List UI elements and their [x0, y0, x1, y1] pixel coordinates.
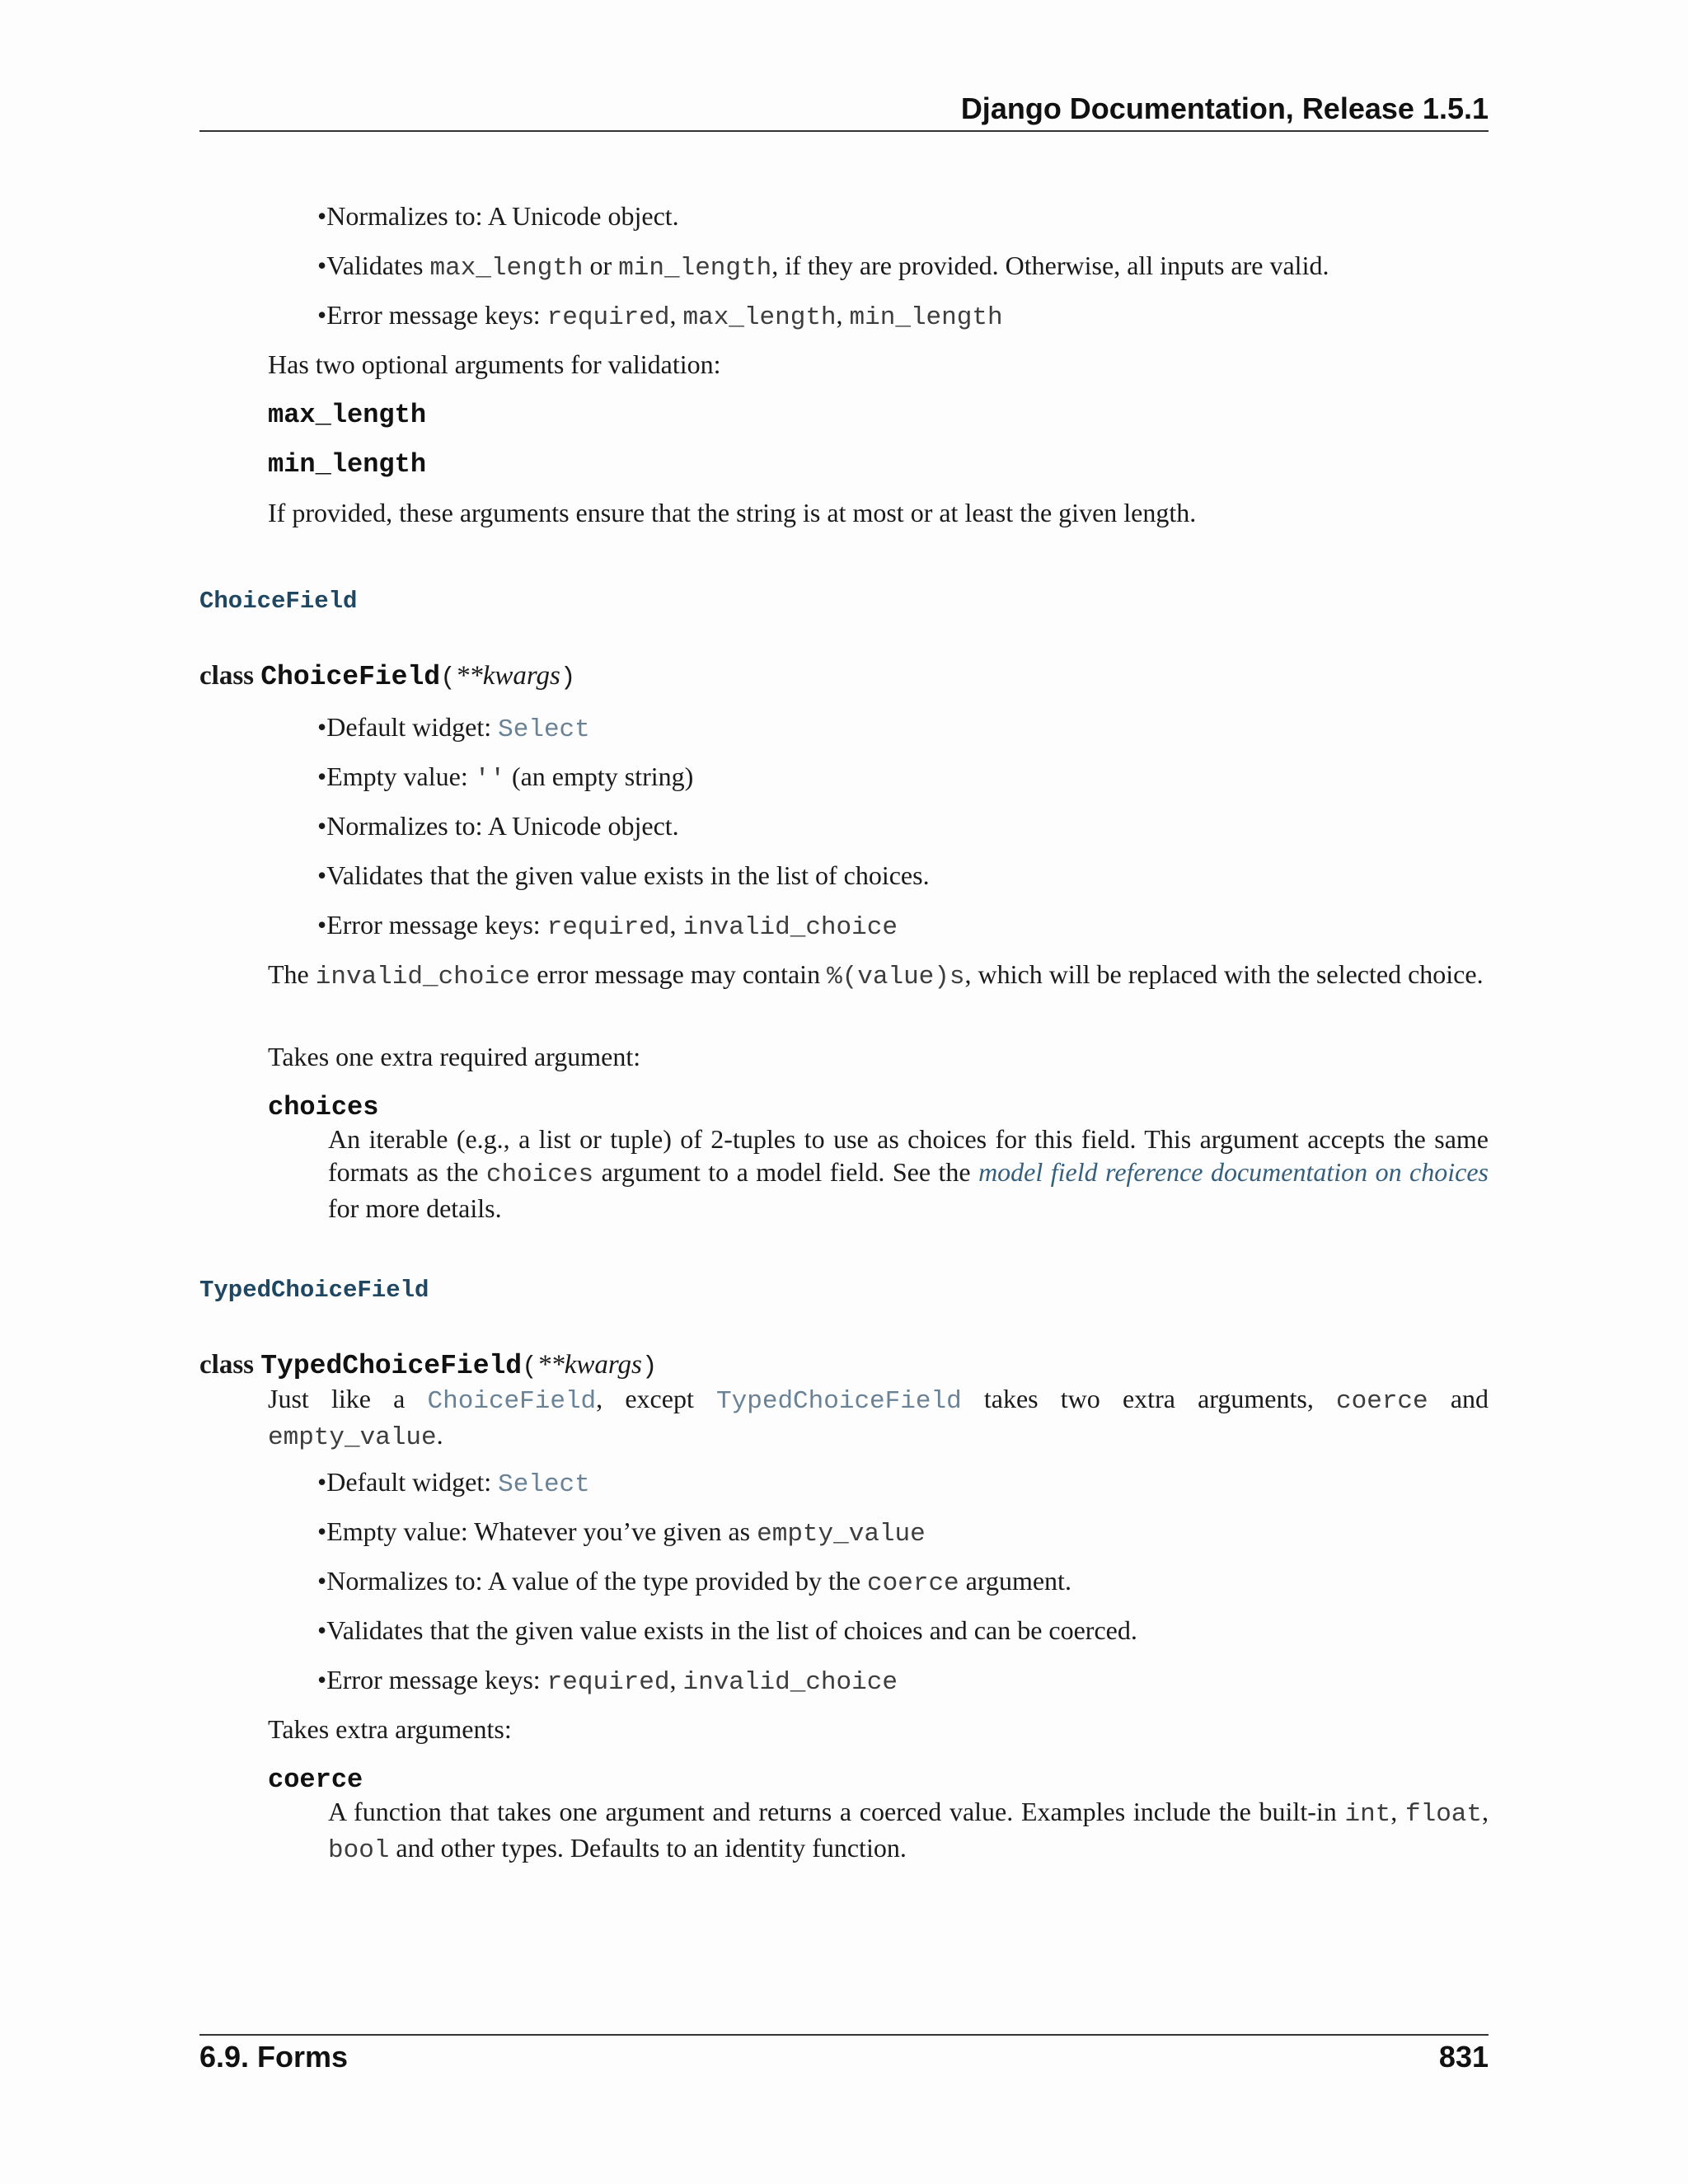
section-title-choicefield: ChoiceField — [199, 588, 358, 615]
arg-max-length: max_length — [268, 400, 427, 430]
class-signature-choicefield: class ChoiceField(**kwargs) — [199, 661, 576, 692]
running-header: Django Documentation, Release 1.5.1 — [960, 91, 1489, 125]
bullet-validates: •Validates max_length or min_length, if they are provided. Otherwise, all inputs are valid. — [317, 251, 1329, 283]
arg-coerce: coerce — [268, 1765, 363, 1795]
arg-min-length: min_length — [268, 449, 427, 480]
section-title-typedchoicefield: TypedChoiceField — [199, 1277, 429, 1304]
bullet-error-keys: •Error message keys: required, invalid_choice — [317, 910, 898, 942]
bullet-normalizes: •Normalizes to: A value of the type provided by the coerce argument. — [317, 1566, 1071, 1598]
provided-note: If provided, these arguments ensure that the string is at most or at least the given length. — [268, 498, 1197, 527]
typedchoicefield-intro: Just like a ChoiceField, except TypedChoiceField takes two extra arguments, coerce and empty_value. — [268, 1384, 1489, 1452]
bullet-error-keys: •Error message keys: required, max_length, min_length — [317, 300, 1003, 332]
coerce-description: A function that takes one argument and returns a coerced value. Examples include the built-in int, float, bool and other types. Defaults to an identity function. — [328, 1797, 1489, 1865]
bullet-validates: •Validates that the given value exists in the list of choices and can be coerced. — [317, 1615, 1137, 1645]
extra-arg-text: Takes one extra required argument: — [268, 1042, 641, 1071]
footer-section: 6.9. Forms — [199, 2040, 349, 2074]
bullet-normalizes: •Normalizes to: A Unicode object. — [317, 811, 679, 841]
footer-rule — [199, 2034, 1489, 2036]
header-rule — [199, 130, 1489, 132]
extra-args-text: Takes extra arguments: — [268, 1714, 512, 1744]
select-widget-link[interactable]: Select — [498, 1470, 590, 1499]
typedchoicefield-link[interactable]: TypedChoiceField — [716, 1387, 962, 1416]
bullet-validates: •Validates that the given value exists in the list of choices. — [317, 860, 930, 890]
invalid-choice-note: The invalid_choice error message may contain %(value)s, which will be replaced with the selected choice. — [268, 959, 1484, 991]
optional-args-text: Has two optional arguments for validation: — [268, 349, 721, 379]
choices-description: An iterable (e.g., a list or tuple) of 2-tuples to use as choices for this field. This argument accepts the same formats as the choices argument to a model field. See the model field reference documentation on choices for more details. — [328, 1124, 1489, 1223]
arg-choices: choices — [268, 1092, 379, 1122]
bullet-error-keys: •Error message keys: required, invalid_choice — [317, 1665, 898, 1697]
class-signature-typedchoicefield: class TypedChoiceField(**kwargs) — [199, 1350, 658, 1381]
bullet-default-widget: •Default widget: Select — [317, 1467, 590, 1499]
bullet-empty-value: •Empty value: '' (an empty string) — [317, 762, 694, 794]
bullet-normalizes: •Normalizes to: A Unicode object. — [317, 201, 679, 231]
page-number: 831 — [1438, 2040, 1489, 2074]
bullet-empty-value: •Empty value: Whatever you’ve given as empty_value — [317, 1516, 926, 1549]
select-widget-link[interactable]: Select — [498, 715, 590, 744]
model-field-reference-link[interactable]: model field reference documentation on choices — [978, 1157, 1489, 1187]
bullet-default-widget: •Default widget: Select — [317, 712, 590, 744]
choicefield-link[interactable]: ChoiceField — [427, 1387, 597, 1416]
